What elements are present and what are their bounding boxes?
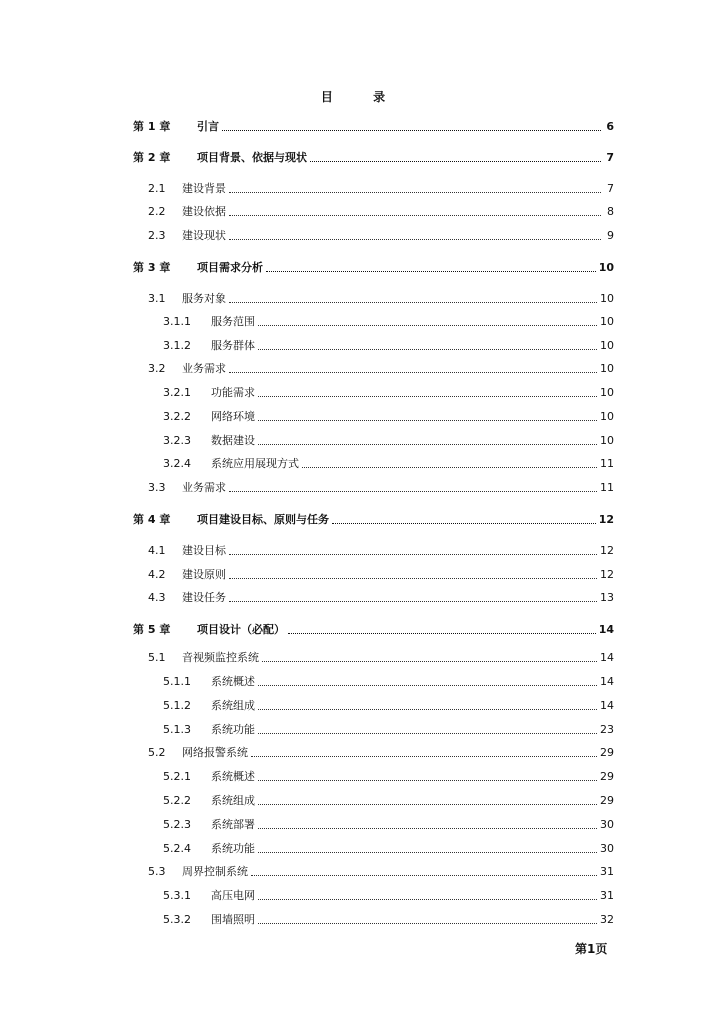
toc-dot-leader — [258, 409, 597, 421]
toc-dot-leader — [229, 181, 601, 193]
toc-entry[interactable] — [148, 181, 614, 197]
toc-entry-number: 5.1.2 — [163, 699, 191, 712]
toc-entry-number: 5.2.2 — [163, 794, 191, 807]
toc-dot-leader — [222, 119, 601, 131]
toc-entry-page: 10 — [600, 362, 614, 375]
toc-entry-title: 业务需求 — [182, 481, 226, 494]
toc-entry-number: 3.2.1 — [163, 386, 191, 399]
toc-entry-page: 12 — [598, 513, 614, 526]
toc-entry-number: 2.3 — [148, 229, 166, 242]
toc-entry[interactable] — [163, 409, 614, 425]
toc-entry[interactable] — [148, 745, 614, 761]
toc-entry-title: 建设原则 — [182, 568, 226, 581]
toc-entry-title: 建设背景 — [182, 182, 226, 195]
toc-entry-page: 10 — [600, 315, 614, 328]
toc-entry[interactable] — [163, 674, 614, 690]
toc-entry-number: 5.1.3 — [163, 723, 191, 736]
toc-entry-page: 12 — [600, 544, 614, 557]
toc-dot-leader — [229, 480, 597, 492]
toc-entry-title: 建设目标 — [182, 544, 226, 557]
toc-dot-leader — [332, 512, 596, 524]
toc-entry-title: 服务范围 — [211, 315, 255, 328]
toc-entry-number: 第 3 章 — [133, 261, 171, 274]
toc-dot-leader — [262, 650, 597, 662]
toc-entry-number: 5.2.4 — [163, 842, 191, 855]
toc-entry-title: 网络报警系统 — [182, 746, 248, 759]
toc-entry[interactable] — [163, 433, 614, 449]
toc-entry-number: 3.3 — [148, 481, 166, 494]
toc-dot-leader — [258, 338, 597, 350]
toc-entry-title: 系统概述 — [211, 770, 255, 783]
toc-entry-number: 5.3.2 — [163, 913, 191, 926]
toc-entry-page: 10 — [600, 410, 614, 423]
toc-dot-leader — [258, 722, 597, 734]
toc-dot-leader — [258, 385, 597, 397]
toc-entry-number: 5.1.1 — [163, 675, 191, 688]
toc-entry[interactable] — [148, 590, 614, 606]
toc-entry-page: 6 — [606, 120, 614, 133]
toc-entry-page: 31 — [600, 889, 614, 902]
toc-dot-leader — [288, 622, 596, 634]
toc-entry[interactable] — [163, 793, 614, 809]
toc-entry[interactable] — [163, 698, 614, 714]
toc-dot-leader — [229, 361, 597, 373]
toc-dot-leader — [258, 817, 597, 829]
toc-entry-title: 项目背景、依据与现状 — [197, 151, 307, 164]
page-number-footer: 第1页 — [575, 942, 608, 956]
toc-entry-number: 3.2 — [148, 362, 166, 375]
toc-entry-page: 12 — [600, 568, 614, 581]
toc-entry-title: 项目建设目标、原则与任务 — [197, 513, 329, 526]
toc-entry[interactable] — [133, 260, 614, 276]
toc-entry-page: 11 — [600, 481, 614, 494]
toc-entry-title: 项目需求分析 — [197, 261, 263, 274]
toc-entry-number: 5.2.1 — [163, 770, 191, 783]
toc-entry-title: 业务需求 — [182, 362, 226, 375]
toc-entry-title: 系统组成 — [211, 699, 255, 712]
toc-dot-leader — [229, 291, 597, 303]
toc-entry-title: 服务对象 — [182, 292, 226, 305]
toc-entry-page: 32 — [600, 913, 614, 926]
toc-entry-title: 音视频监控系统 — [182, 651, 259, 664]
toc-entry-page: 14 — [600, 675, 614, 688]
toc-entry[interactable] — [133, 119, 614, 135]
toc-entry-number: 5.3 — [148, 865, 166, 878]
toc-dot-leader — [258, 433, 597, 445]
toc-entry-title: 系统部署 — [211, 818, 255, 831]
toc-entry-title: 建设依据 — [182, 205, 226, 218]
toc-entry-page: 29 — [600, 794, 614, 807]
toc-entry-page: 14 — [598, 623, 614, 636]
toc-entry-number: 5.2 — [148, 746, 166, 759]
toc-entry-number: 第 5 章 — [133, 623, 171, 636]
toc-dot-leader — [258, 912, 597, 924]
toc-entry[interactable] — [163, 722, 614, 738]
toc-entry-page: 10 — [600, 292, 614, 305]
toc-entry-page: 30 — [600, 818, 614, 831]
toc-entry-title: 建设现状 — [182, 229, 226, 242]
toc-entry-number: 第 4 章 — [133, 513, 171, 526]
toc-dot-leader — [258, 769, 597, 781]
toc-entry-title: 系统组成 — [211, 794, 255, 807]
toc-entry-title: 周界控制系统 — [182, 865, 248, 878]
toc-entry-number: 第 1 章 — [133, 120, 171, 133]
toc-entry-title: 数据建设 — [211, 434, 255, 447]
toc-entry-number: 3.1 — [148, 292, 166, 305]
toc-entry-page: 9 — [607, 229, 614, 242]
toc-dot-leader — [229, 204, 601, 216]
toc-entry-number: 4.1 — [148, 544, 166, 557]
toc-dot-leader — [229, 543, 597, 555]
toc-entry[interactable] — [163, 841, 614, 857]
toc-entry-title: 系统应用展现方式 — [211, 457, 299, 470]
toc-entry[interactable] — [148, 543, 614, 559]
toc-entry-number: 5.3.1 — [163, 889, 191, 902]
toc-entry-number: 5.1 — [148, 651, 166, 664]
toc-dot-leader — [251, 745, 597, 757]
toc-dot-leader — [266, 260, 596, 272]
toc-entry-number: 2.2 — [148, 205, 166, 218]
toc-entry[interactable] — [163, 817, 614, 833]
toc-title: 目 录 — [320, 90, 404, 104]
toc-entry-title: 系统功能 — [211, 842, 255, 855]
toc-entry-number: 3.1.2 — [163, 339, 191, 352]
toc-entry-title: 网络环境 — [211, 410, 255, 423]
toc-entry[interactable] — [163, 888, 614, 904]
toc-entry-number: 4.2 — [148, 568, 166, 581]
toc-entry-page: 30 — [600, 842, 614, 855]
toc-entry[interactable] — [148, 567, 614, 583]
toc-entry-page: 10 — [600, 339, 614, 352]
toc-entry-page: 14 — [600, 651, 614, 664]
toc-entry-title: 系统功能 — [211, 723, 255, 736]
toc-entry-number: 5.2.3 — [163, 818, 191, 831]
toc-entry-page: 23 — [600, 723, 614, 736]
toc-entry[interactable] — [163, 769, 614, 785]
toc-entry-number: 第 2 章 — [133, 151, 171, 164]
toc-dot-leader — [258, 888, 597, 900]
toc-entry[interactable] — [148, 291, 614, 307]
toc-entry-page: 10 — [600, 434, 614, 447]
toc-dot-leader — [229, 590, 597, 602]
toc-dot-leader — [258, 698, 597, 710]
toc-entry-number: 2.1 — [148, 182, 166, 195]
toc-entry-title: 建设任务 — [182, 591, 226, 604]
toc-dot-leader — [251, 864, 597, 876]
toc-entry-number: 4.3 — [148, 591, 166, 604]
toc-entry[interactable] — [148, 204, 614, 220]
toc-dot-leader — [310, 150, 601, 162]
toc-entry-title: 服务群体 — [211, 339, 255, 352]
toc-entry-title: 项目设计（必配） — [197, 623, 285, 636]
toc-entry-page: 29 — [600, 770, 614, 783]
toc-entry[interactable] — [163, 314, 614, 330]
toc-entry-number: 3.1.1 — [163, 315, 191, 328]
toc-entry-page: 14 — [600, 699, 614, 712]
toc-entry[interactable] — [163, 456, 614, 472]
toc-entry-number: 3.2.3 — [163, 434, 191, 447]
toc-entry-page: 11 — [600, 457, 614, 470]
toc-dot-leader — [229, 228, 601, 240]
toc-entry-page: 7 — [607, 182, 614, 195]
toc-entry[interactable] — [133, 622, 614, 638]
toc-entry-title: 引言 — [197, 120, 219, 133]
toc-dot-leader — [258, 674, 597, 686]
toc-dot-leader — [258, 314, 597, 326]
toc-entry[interactable] — [148, 650, 614, 666]
toc-entry-title: 高压电网 — [211, 889, 255, 902]
toc-entry[interactable] — [148, 480, 614, 496]
toc-dot-leader — [258, 793, 597, 805]
toc-entry[interactable] — [148, 361, 614, 377]
toc-dot-leader — [229, 567, 597, 579]
toc-entry-page: 29 — [600, 746, 614, 759]
toc-entry-page: 31 — [600, 865, 614, 878]
toc-entry-page: 8 — [607, 205, 614, 218]
toc-entry-page: 10 — [600, 386, 614, 399]
toc-entry-page: 7 — [606, 151, 614, 164]
toc-entry[interactable] — [163, 912, 614, 928]
toc-entry-page: 10 — [598, 261, 614, 274]
toc-entry[interactable] — [133, 150, 614, 166]
toc-dot-leader — [258, 841, 597, 853]
toc-entry-number: 3.2.2 — [163, 410, 191, 423]
toc-entry-page: 13 — [600, 591, 614, 604]
toc-entry[interactable] — [163, 385, 614, 401]
toc-entry-title: 围墙照明 — [211, 913, 255, 926]
toc-entry[interactable] — [148, 228, 614, 244]
toc-entry[interactable] — [163, 338, 614, 354]
toc-entry-number: 3.2.4 — [163, 457, 191, 470]
toc-dot-leader — [302, 456, 597, 468]
toc-entry-title: 功能需求 — [211, 386, 255, 399]
toc-entry[interactable] — [133, 512, 614, 528]
toc-entry[interactable] — [148, 864, 614, 880]
toc-entry-title: 系统概述 — [211, 675, 255, 688]
